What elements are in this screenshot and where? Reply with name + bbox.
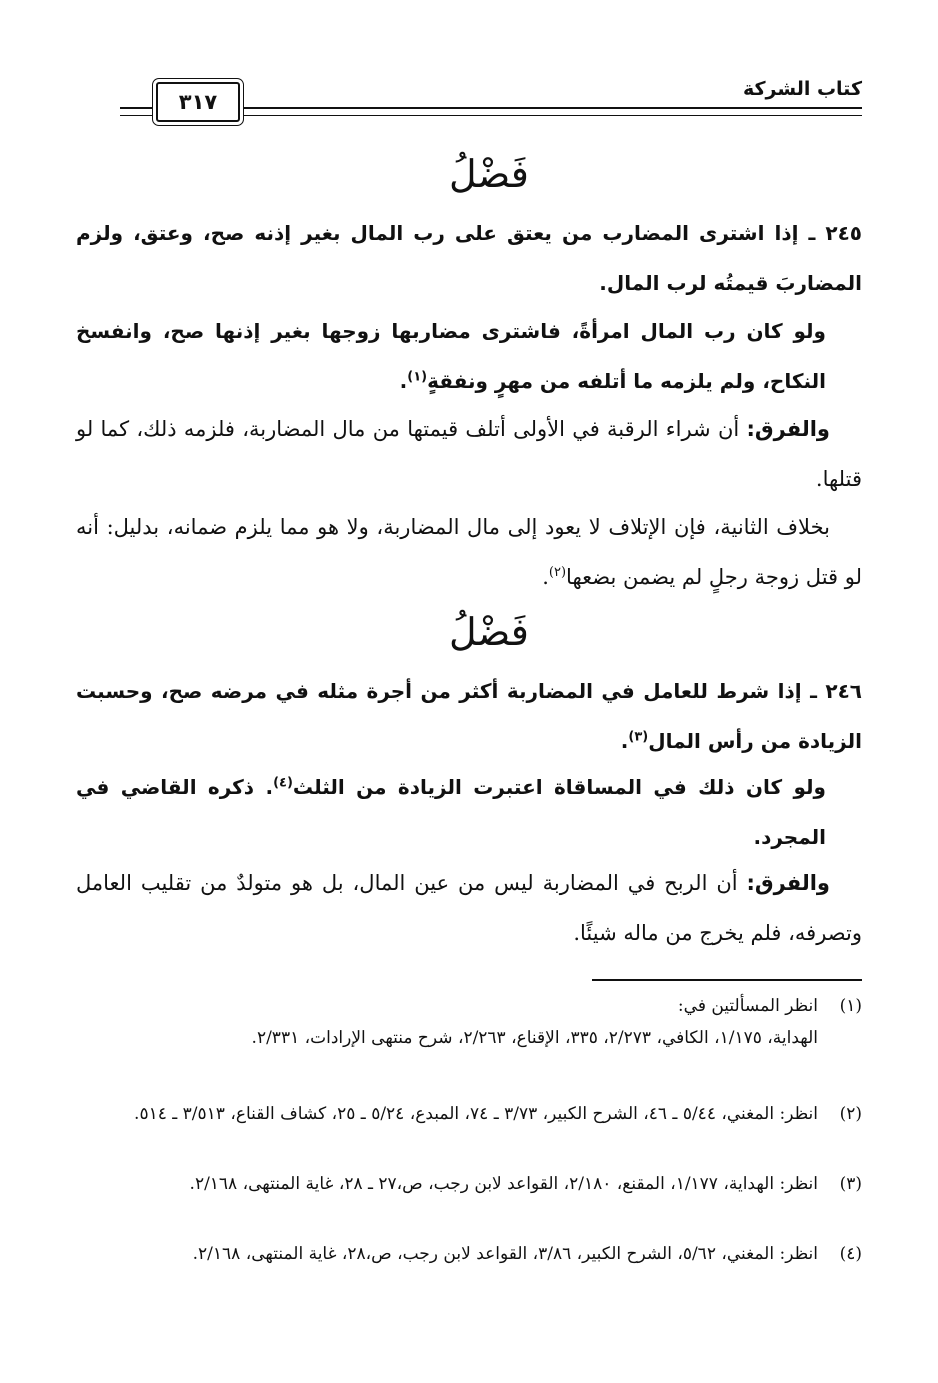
footnote-2	[120, 1098, 862, 1130]
section-heading-2: فَضْلُ	[449, 610, 529, 654]
issue-dash: ـ	[801, 679, 817, 703]
footnote-ref-1[interactable]: (١)	[407, 369, 428, 385]
issue-245-case: ولو كان رب المال امرأةً، فاشترى مضاربها زوجها بغير إذنها صح، وانفسخ النكاح، ولم يلزمه ما أتلفه من مهرٍ ونفقةٍ$^{(١)}$.	[76, 319, 826, 393]
issue-rule-text: إذا شرط للعامل في المضاربة أكثر من أجرة مثله في مرضه صح، وحسبت الزيادة من رأس المال	[76, 679, 862, 753]
running-header-title: كتاب الشركة	[742, 78, 862, 100]
difference-text: أن الربح في المضاربة ليس من عين المال، بل هو متولدٌ من تقليب العامل وتصرفه، فلم يخرج من ماله شيئًا.	[76, 871, 862, 945]
issue-246-rule: ٢٤٦ ـ إذا شرط للعامل في المضاربة أكثر من أجرة مثله في مرضه صح، وحسبت الزيادة من رأس المال$^{(٣)}$.	[76, 679, 862, 753]
header-rule-right	[242, 107, 862, 116]
footnote-marker: (٤)	[839, 1244, 862, 1264]
header-rule-left	[120, 107, 157, 116]
page-number: ٣١٧	[156, 82, 240, 122]
footnote-marker: (١)	[839, 996, 862, 1016]
footnote-1	[120, 990, 862, 1054]
issue-245-rule	[76, 208, 862, 308]
footnote-text-continued: الهداية، ١/١٧٥، الكافي، ٢/٢٧٣، ٣٣٥، الإقناع، ٢/٢٦٣، شرح منتهى الإرادات، ٢/٣٣١.	[251, 1028, 818, 1048]
section-heading-1: فَضْلُ	[449, 152, 529, 196]
issue-rule-text: إذا اشترى المضارب من يعتق على رب المال بغير إذنه صح، وعتق، ولزم المضاربَ قيمتُه لرب المال.	[76, 221, 862, 295]
footnote-text: انظر: المغني، ٥/٤٤ ـ ٤٦، الشرح الكبير، ٣/٧٣ ـ ٧٤، المبدع، ٥/٢٤ ـ ٢٥، كشاف القناع، ٣/٥١٣ ـ ٥١٤.	[134, 1104, 818, 1124]
footnote-text: انظر: المغني، ٥/٦٢، الشرح الكبير، ٣/٨٦، القواعد لابن رجب، ص،٢٨، غاية المنتهى، ٢/١٦٨.	[192, 1244, 818, 1264]
difference-label: والفرق:	[746, 417, 830, 441]
footnote-ref-4[interactable]: (٤)	[273, 775, 293, 791]
issue-number: ٢٤٦	[825, 679, 862, 703]
issue-dash: ـ	[798, 221, 816, 245]
footnote-text: انظر: الهداية، ١/١٧٧، المقنع، ٢/١٨٠، القواعد لابن رجب، ص،٢٧ ـ ٢٨، غاية المنتهى، ٢/١٦٨.	[189, 1174, 818, 1194]
case-text: ولو كان ذلك في المساقاة اعتبرت الزيادة من الثلث	[292, 775, 826, 799]
footnote-ref-2[interactable]: (٢)	[548, 565, 567, 580]
difference-text: أن شراء الرقبة في الأولى أتلف قيمتها من مال المضاربة، فلزمه ذلك، كما لو قتلها.	[76, 417, 862, 491]
issue-245-extra: بخلاف الثانية، فإن الإتلاف لا يعود إلى مال المضاربة، ولا هو مما يلزم ضمانه، بدليل: أنه لو قتل زوجة رجلٍ لم يضمن بضعها$^{(٢)}$.	[76, 515, 862, 589]
issue-number: ٢٤٥	[825, 221, 862, 245]
issue-246-difference	[76, 858, 862, 958]
extra-text: بخلاف الثانية، فإن الإتلاف لا يعود إلى مال المضاربة، ولا هو مما يلزم ضمانه، بدليل: أنه لو قتل زوجة رجلٍ لم يضمن بضعها	[76, 515, 862, 589]
issue-245-difference	[76, 404, 862, 504]
footnote-marker: (٢)	[839, 1104, 862, 1124]
case-text: ولو كان رب المال امرأةً، فاشترى مضاربها زوجها بغير إذنها صح، وانفسخ النكاح، ولم يلزمه ما أتلفه من مهرٍ ونفقةٍ	[76, 319, 826, 393]
footnote-separator	[592, 979, 862, 981]
footnote-ref-3[interactable]: (٣)	[628, 729, 649, 745]
difference-label: والفرق:	[746, 871, 830, 895]
footnote-text: انظر المسألتين في:	[677, 996, 818, 1016]
issue-246-case: ولو كان ذلك في المساقاة اعتبرت الزيادة من الثلث$^{(٤)}$. ذكره القاضي في المجرد.	[76, 775, 826, 849]
footnote-3	[120, 1168, 862, 1200]
footnote-4	[120, 1238, 862, 1270]
footnote-marker: (٣)	[839, 1174, 862, 1194]
